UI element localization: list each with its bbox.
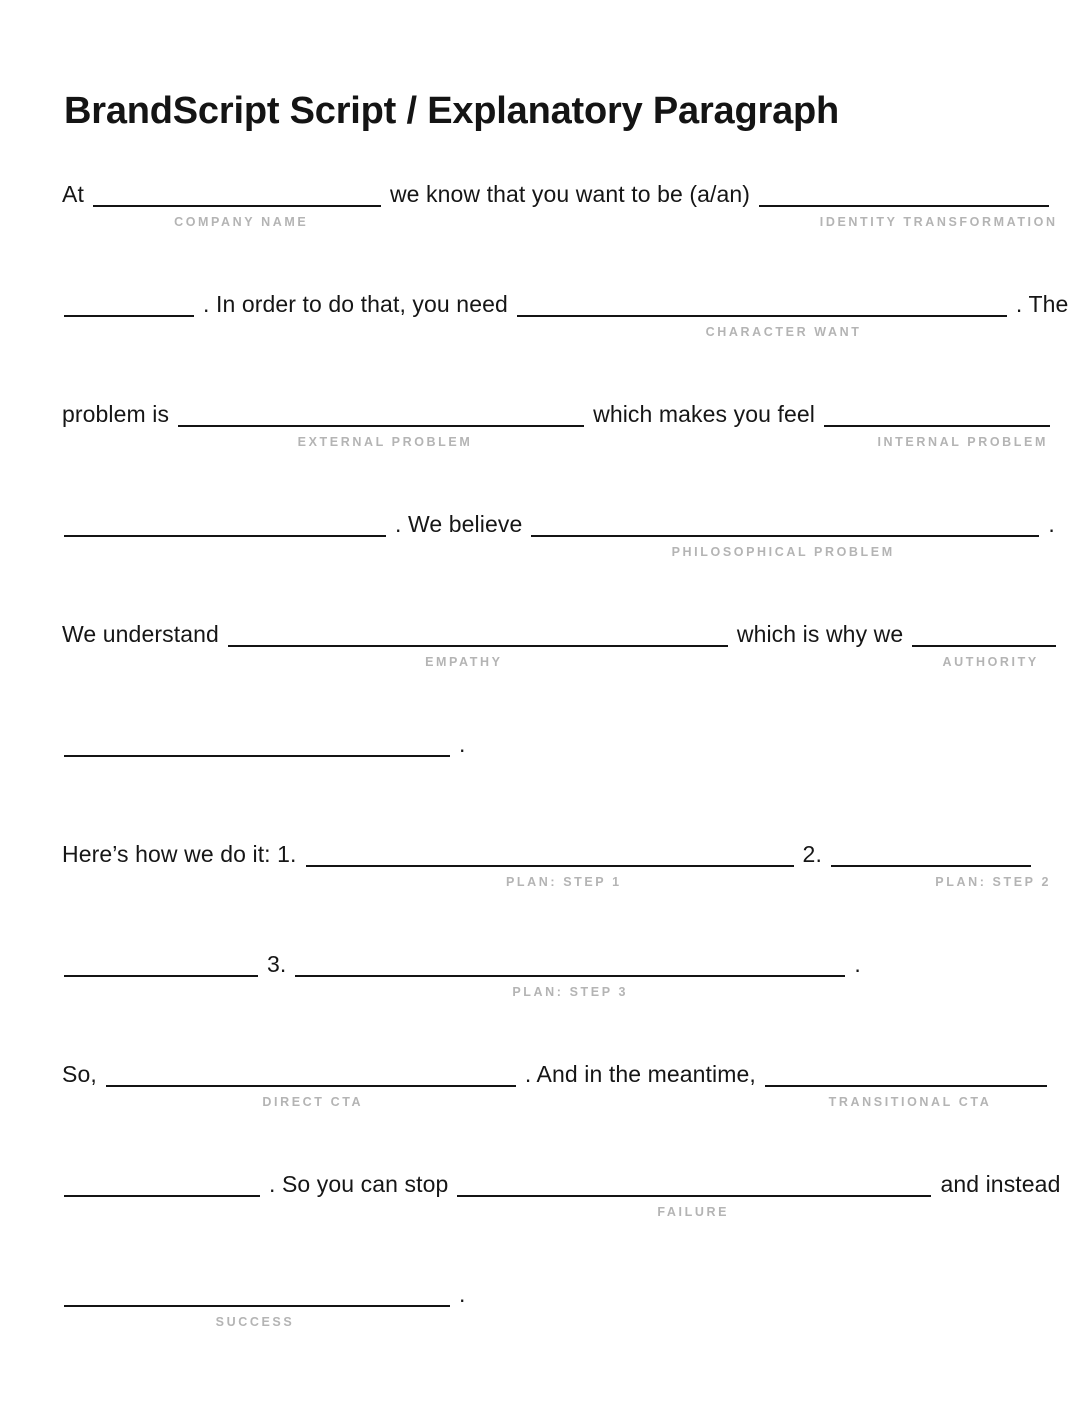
page-title: BrandScript Script / Explanatory Paragraph (64, 90, 840, 133)
caption-row (62, 325, 1014, 347)
script-text: . The (1015, 291, 1069, 317)
blank-field-1[interactable] (64, 1279, 450, 1307)
blank-field-2[interactable] (824, 399, 1050, 427)
script-text: We understand (62, 621, 219, 647)
field-label: DIRECT CTA (262, 1095, 364, 1109)
field-label: IDENTITY TRANSFORMATION (819, 215, 1058, 229)
line-run (62, 395, 1014, 429)
caption-row (62, 545, 1014, 567)
field-label: AUTHORITY (942, 655, 1039, 669)
script-line (62, 1165, 1061, 1275)
script-text: problem is (62, 401, 170, 427)
script-line (62, 725, 1014, 835)
field-label: PHILOSOPHICAL PROBLEM (671, 545, 895, 559)
blank-field-1[interactable] (228, 619, 728, 647)
field-label: SUCCESS (215, 1315, 295, 1329)
script-text: . So you can stop (269, 1171, 449, 1197)
script-line (62, 395, 1048, 505)
field-label: EXTERNAL PROBLEM (297, 435, 473, 449)
script-line (62, 1275, 1014, 1385)
blank-field-2[interactable] (295, 949, 845, 977)
blank-field-1[interactable] (178, 399, 584, 427)
field-label: INTERNAL PROBLEM (877, 435, 1048, 449)
field-label: TRANSITIONAL CTA (828, 1095, 992, 1109)
blank-field-2[interactable] (765, 1059, 1047, 1087)
field-label: EMPATHY (425, 655, 503, 669)
line-run (62, 945, 1014, 979)
blank-field-2[interactable] (759, 179, 1049, 207)
field-label: PLAN: STEP 1 (505, 875, 622, 889)
script-text: At (62, 181, 84, 207)
blank-field-1[interactable] (64, 289, 194, 317)
script-text: 2. (802, 841, 822, 867)
blank-field-1[interactable] (64, 729, 450, 757)
script-line (62, 835, 1051, 945)
blank-field-1[interactable] (64, 949, 258, 977)
caption-row (62, 655, 1039, 677)
script-text: . (1048, 511, 1055, 537)
blank-field-1[interactable] (106, 1059, 516, 1087)
script-text: . In order to do that, you need (203, 291, 508, 317)
script-text: . (459, 731, 466, 757)
line-run (62, 505, 1055, 539)
field-label: PLAN: STEP 2 (935, 875, 1051, 889)
script-line (62, 1055, 1014, 1165)
script-line (62, 505, 1055, 615)
blank-field-2[interactable] (517, 289, 1007, 317)
script-line (62, 945, 1014, 1055)
caption-row (62, 1205, 1014, 1227)
caption-row (62, 875, 1051, 897)
script-text: . (459, 1281, 466, 1307)
blank-field-2[interactable] (912, 619, 1056, 647)
script-text: . (854, 951, 861, 977)
script-text: which is why we (736, 621, 904, 647)
script-text: So, (62, 1061, 97, 1087)
brandscript-form (62, 175, 1069, 1385)
line-run (62, 725, 1014, 759)
blank-field-1[interactable] (306, 839, 794, 867)
line-run (62, 615, 1014, 649)
line-run (62, 285, 1069, 319)
field-label: CHARACTER WANT (705, 325, 862, 339)
caption-row (62, 1095, 1014, 1117)
line-run (62, 1055, 1014, 1089)
script-text: . And in the meantime, (524, 1061, 756, 1087)
caption-row (62, 765, 1014, 787)
field-label: PLAN: STEP 3 (512, 985, 629, 999)
blank-field-1[interactable] (93, 179, 381, 207)
script-text: 3. (267, 951, 287, 977)
script-line (62, 175, 1058, 285)
script-text: . We believe (395, 511, 523, 537)
field-label: FAILURE (657, 1205, 730, 1219)
blank-field-1[interactable] (64, 509, 386, 537)
script-line (62, 285, 1069, 395)
script-text: and instead (940, 1171, 1061, 1197)
line-run (62, 175, 1014, 209)
script-text: we know that you want to be (a/an) (389, 181, 751, 207)
caption-row (62, 1315, 1014, 1337)
script-text: Here’s how we do it: 1. (62, 841, 297, 867)
blank-field-2[interactable] (457, 1169, 931, 1197)
field-label: COMPANY NAME (174, 215, 309, 229)
script-line (62, 615, 1039, 725)
script-text: which makes you feel (593, 401, 815, 427)
line-run (62, 1275, 1014, 1309)
caption-row (62, 435, 1048, 457)
blank-field-1[interactable] (64, 1169, 260, 1197)
caption-row (62, 215, 1058, 237)
line-run (62, 835, 1014, 869)
caption-row (62, 985, 1014, 1007)
line-run (62, 1165, 1061, 1199)
blank-field-2[interactable] (831, 839, 1031, 867)
blank-field-2[interactable] (531, 509, 1039, 537)
